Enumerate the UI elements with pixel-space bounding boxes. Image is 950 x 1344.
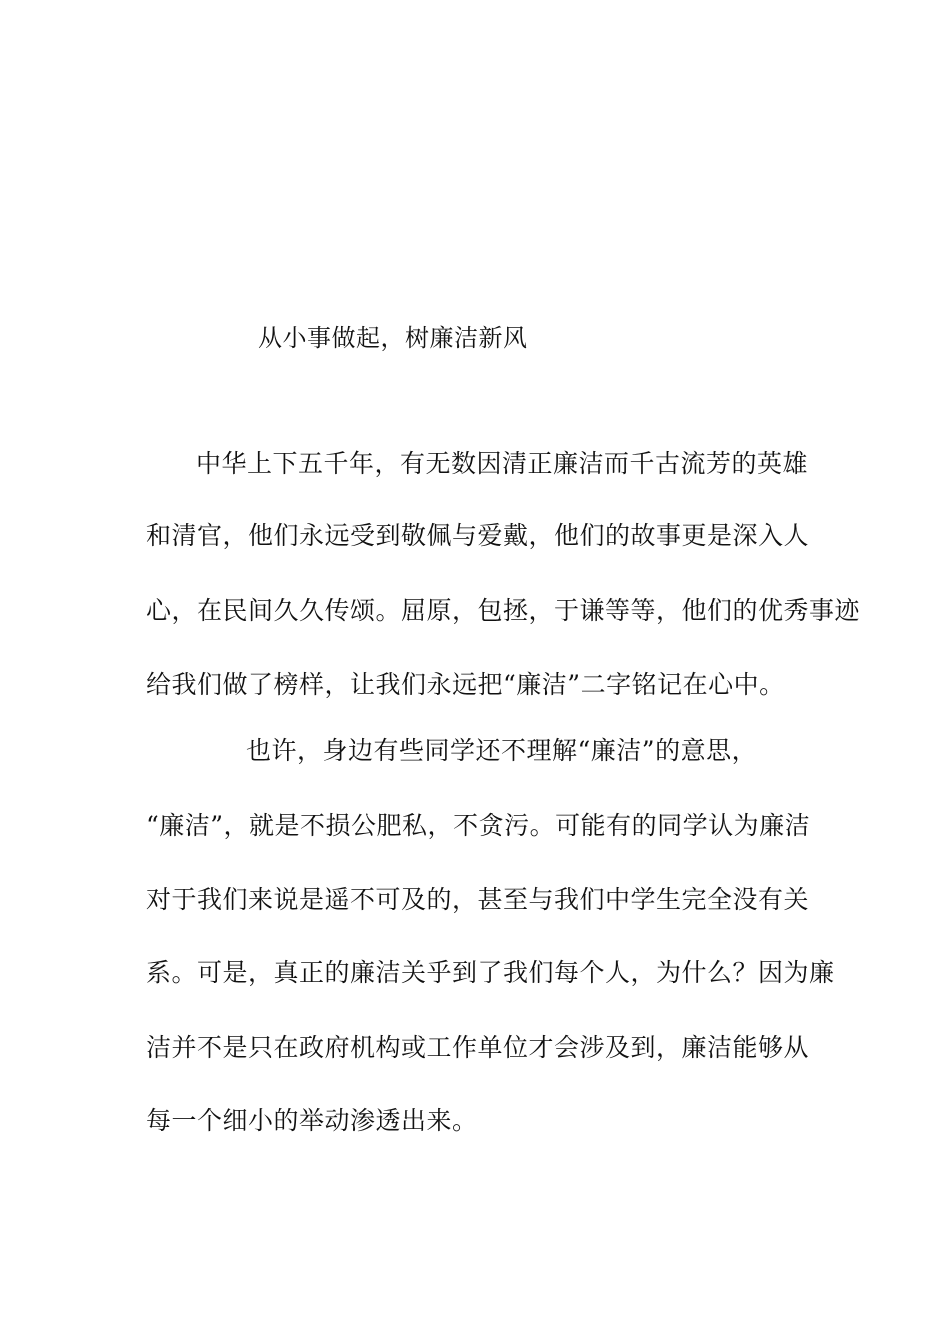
- paragraph-line: 每一个细小的举动渗透出来。: [146, 1106, 478, 1135]
- paragraph-line: 给我们做了榜样，让我们永远把“廉洁”二字铭记在心中。: [146, 670, 785, 699]
- paragraph-line: 中华上下五千年，有无数因清正廉洁而千古流芳的英雄: [196, 449, 809, 478]
- paragraph-line: 也许，身边有些同学还不理解“廉洁”的意思，: [246, 736, 758, 765]
- paragraph-line: 系。可是，真正的廉洁关乎到了我们每个人，为什么？因为廉: [146, 958, 835, 987]
- paragraph-line: 和清官，他们永远受到敬佩与爱戴，他们的故事更是深入人: [146, 521, 810, 550]
- paragraph-line: “廉洁”，就是不损公肥私，不贪污。可能有的同学认为廉洁: [146, 811, 811, 840]
- paragraph-line: 对于我们来说是遥不可及的，甚至与我们中学生完全没有关: [146, 885, 810, 914]
- document-title: 从小事做起，树廉洁新风: [258, 324, 528, 352]
- paragraph-line: 洁并不是只在政府机构或工作单位才会涉及到，廉洁能够从: [146, 1033, 810, 1062]
- paragraph-line: 心，在民间久久传颂。屈原，包拯，于谦等等，他们的优秀事迹: [146, 596, 861, 625]
